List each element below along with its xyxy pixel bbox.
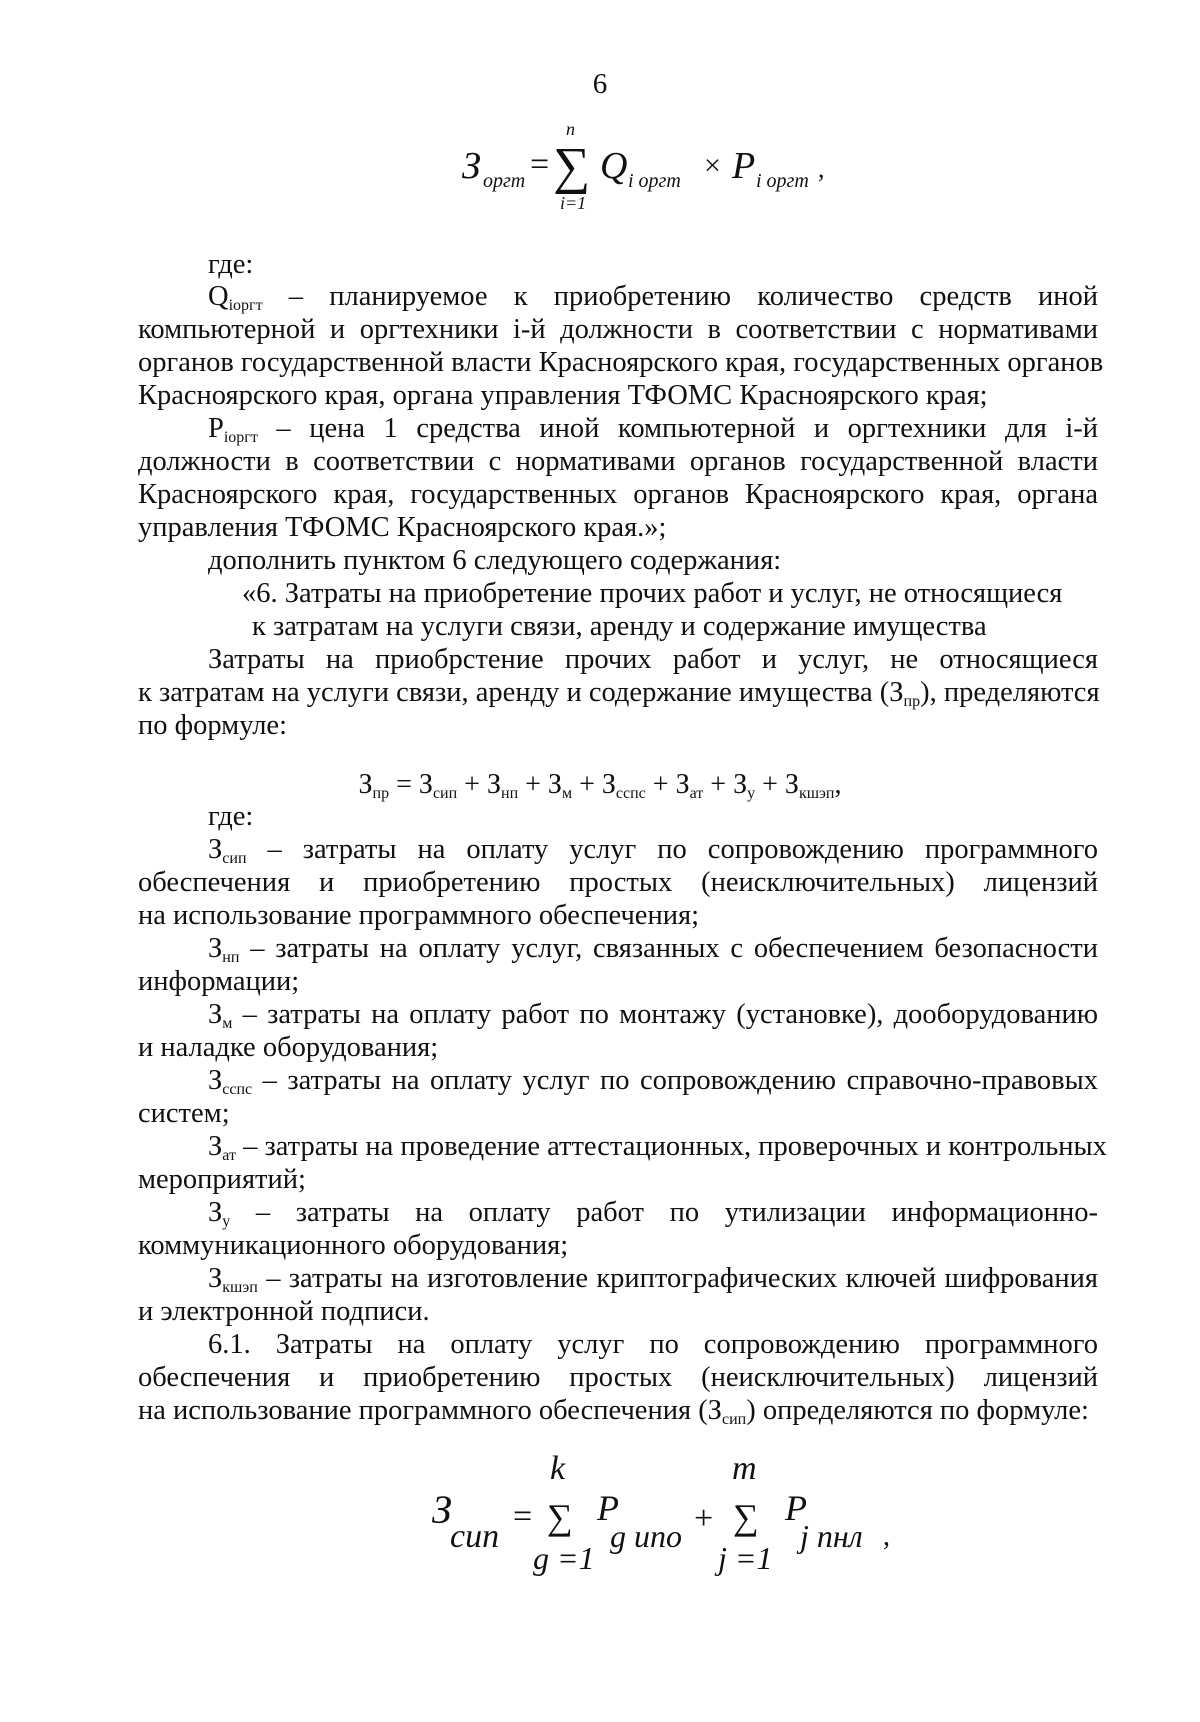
formula-other-costs: $З_{пр} = З_{сип} + З_{нп} + З_м + З_{сспс} + З_{ат} + З_у + З_{кшэп}$, [358, 769, 842, 802]
p61-line-1: 6.1. Затраты на оплату услуг по сопровождению программного [208, 1329, 1098, 1360]
f3-tail: , [883, 1521, 890, 1552]
f1-eq: = [530, 146, 550, 183]
p-definition-line-1: $P_{iоргт}$ – цена 1 средства иной компьютерной и оргтехники для i-й [208, 413, 1099, 446]
where-label-1: где: [208, 249, 254, 280]
f3-sum2-bottom: j =1 [718, 1540, 773, 1576]
f1-p-main: P [732, 145, 756, 187]
def-sip-line-2: обеспечения и приобретению простых (неисключительных) лицензий [138, 867, 1098, 898]
f3-plus: + [694, 1500, 714, 1537]
def-u-line-2: коммуникационного оборудования; [138, 1230, 569, 1261]
def-sip-line-3: на использование программного обеспечения; [138, 900, 699, 931]
f1-sum-bottom: i=1 [560, 193, 587, 213]
def-m-line-2: и наладке оборудования; [138, 1032, 439, 1063]
def-m-line-1: $З_м$ – затраты на оплату работ по монтажу (установке), дооборудованию [208, 999, 1099, 1032]
f1-lhs-main: З [462, 145, 481, 187]
q-definition-line-4: Красноярского края, органа управления ТФОМС Красноярского края; [138, 380, 988, 411]
def-kshep-line-2: и электронной подписи. [138, 1296, 430, 1327]
supplement-line: дополнить пунктом 6 следующего содержания: [208, 545, 782, 576]
f1-sum-symbol: ∑ [553, 138, 591, 195]
section-heading-line-1: «6. Затраты на приобретение прочих работ и услуг, не относящиеся [242, 578, 1063, 609]
def-at-line-2: мероприятий; [138, 1164, 306, 1195]
f3-p1-main: P [597, 1488, 619, 1528]
q-symbol: Q [208, 281, 229, 312]
f3-p1-sub: g uno [610, 1518, 682, 1554]
f3-sum1-top: k [550, 1450, 566, 1487]
p-symbol: P [208, 413, 224, 444]
q-definition-line-2: компьютерной и оргтехники i-й должности в соответствии с нормативами [138, 314, 1098, 345]
f1-tail: , [818, 154, 825, 183]
def-np-line-1: $З_{нп}$ – затраты на оплату услуг, связанных с обеспечением безопасности [208, 933, 1098, 966]
f1-lhs-sub: оргт [483, 170, 526, 192]
f3-p2-sub: j пнл [800, 1518, 863, 1554]
f1-sum-top: n [566, 119, 575, 139]
f1-q-main: Q [600, 145, 628, 187]
p-definition-line-2: должности в соответствии с нормативами органов государственной власти [138, 446, 1098, 477]
def-at-line-1: $З_{ат}$ – затраты на проведение аттестационных, проверочных и контрольных [208, 1131, 1107, 1164]
q-symbol-sub: iоргт [228, 297, 263, 314]
def-u-line-1: $З_у$ – затраты на оплату работ по утилизации информационно- [208, 1197, 1098, 1230]
f3-lhs-main: З [432, 1487, 452, 1532]
def-sspc-line-1: $З_{сспс}$ – затраты на оплату услуг по сопровождению справочно-правовых [208, 1065, 1099, 1098]
where-label-2: где: [208, 801, 254, 832]
f3-sum1-bottom: g =1 [533, 1540, 595, 1576]
f1-q-sub: i оргт [628, 170, 681, 192]
f3-sum1-symbol: ∑ [547, 1497, 573, 1537]
f3-sum2-symbol: ∑ [733, 1497, 759, 1537]
f3-p2-main: P [785, 1488, 807, 1528]
intro-line-2: к затратам на услуги связи, аренду и содержание имущества $(З_{пр})$, пределяются [138, 677, 1100, 710]
intro-line-1: Затраты на приобрстение прочих работ и услуг, не относящиеся [208, 644, 1098, 675]
p-definition-line-4: управления ТФОМС Красноярского края.»; [138, 512, 667, 543]
f1-p-sub: i оргт [756, 170, 809, 192]
f3-sum2-top: m [732, 1450, 757, 1487]
def-np-line-2: информации; [138, 966, 300, 997]
q-definition-line-1: $Q_{iоргт}$ – планируемое к приобретению количество средств иной [208, 281, 1098, 314]
p61-line-2: обеспечения и приобретению простых (неисключительных) лицензий [138, 1362, 1098, 1393]
p-definition-line-3: Красноярского края, государственных органов Красноярского края, органа [138, 479, 1098, 510]
f3-lhs-sub: сип [450, 1518, 500, 1555]
f3-eq: = [513, 1498, 533, 1535]
intro-line-3: по формуле: [138, 710, 287, 741]
f1-times: × [704, 149, 721, 182]
p-symbol-sub: iоргт [223, 429, 258, 446]
def-kshep-line-1: $З_{кшэп}$ – затраты на изготовление криптографических ключей шифрования [208, 1263, 1099, 1296]
def-sspc-line-2: систем; [138, 1098, 230, 1129]
section-heading-line-2: к затратам на услуги связи, аренду и содержание имущества [252, 611, 987, 642]
q-definition-line-3: органов государственной власти Красноярского края, государственных органов [138, 347, 1104, 378]
p61-line-3: на использование программного обеспечения $(З_{сип})$ определяются по формуле: [138, 1395, 1089, 1428]
def-sip-line-1: $З_{сип}$ – затраты на оплату услуг по сопровождению программного [208, 834, 1099, 867]
formula-software-costs [0, 1445, 1200, 1595]
page-number: 6 [592, 68, 608, 100]
formula-cost-orgtech [0, 115, 1200, 215]
